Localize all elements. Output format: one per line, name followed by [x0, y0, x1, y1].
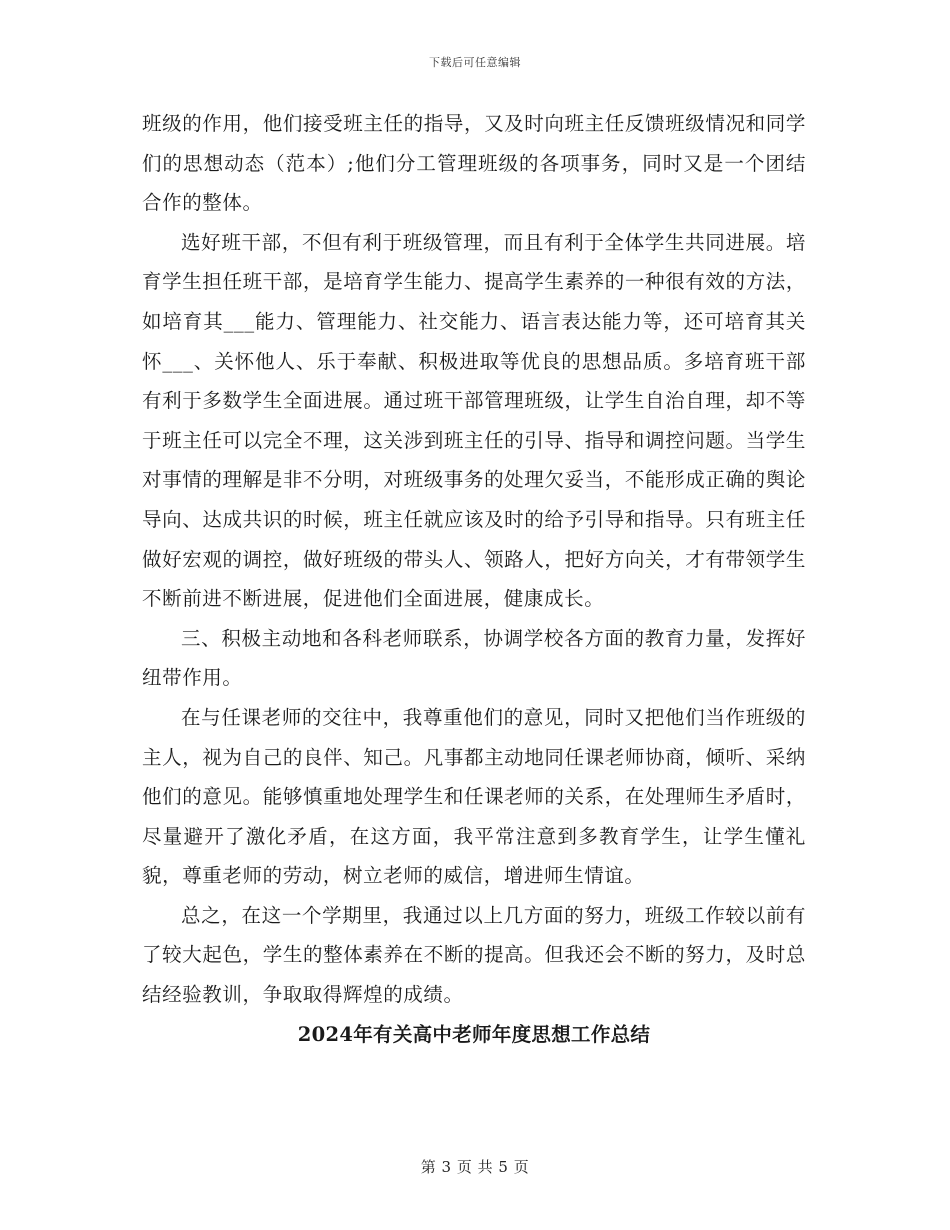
paragraph-3: 三、积极主动地和各科老师联系，协调学校各方面的教育力量，发挥好纽带作用。	[142, 626, 806, 690]
paragraph-4: 在与任课老师的交往中，我尊重他们的意见，同时又把他们当作班级的主人，视为自己的良伴、知己。凡事都主动地同任课老师协商，倾听、采纳他们的意见。能够慎重地处理学生和任课老师的关系，在处理师生矛盾时，尽量避开了激化矛盾，在这方面，我平常注意到多教育学生，让学生懂礼貌，尊重老师的劳动，树立老师的威信，增进师生情谊。	[142, 705, 806, 888]
paragraph-2: 选好班干部，不但有利于班级管理，而且有利于全体学生共同进展。培育学生担任班干部，是培育学生能力、提高学生素养的一种很有效的方法，如培育其___能力、管理能力、社交能力、语言表达能力等，还可培育其关怀___、关怀他人、乐于奉献、积极进取等优良的思想品质。多培育班干部有利于多数学生全面进展。通过班干部管理班级，让学生自治自理，却不等于班主任可以完全不理，这关涉到班主任的引导、指导和调控问题。当学生对事情的理解是非不分明，对班级事务的处理欠妥当，不能形成正确的舆论导向、达成共识的时候，班主任就应该及时的给予引导和指导。只有班主任做好宏观的调控，做好班级的带头人、领路人，把好方向关，才有带领学生不断前进不断进展，促进他们全面进展，健康成长。	[142, 230, 806, 611]
section-title: 2024年有关高中老师年度思想工作总结	[297, 1022, 651, 1046]
paragraph-1: 班级的作用，他们接受班主任的指导，又及时向班主任反馈班级情况和同学们的思想动态（范本）;他们分工管理班级的各项事务，同时又是一个团结合作的整体。	[142, 112, 806, 215]
page-header: 下载后可任意编辑	[429, 56, 521, 69]
paragraph-5: 总之，在这一个学期里，我通过以上几方面的努力，班级工作较以前有了较大起色，学生的整体素养在不断的提高。但我还会不断的努力，及时总结经验教训，争取取得辉煌的成绩。	[142, 903, 806, 1007]
document-body	[142, 104, 806, 1054]
page-number: 第 3 页 共 5 页	[420, 1158, 530, 1176]
